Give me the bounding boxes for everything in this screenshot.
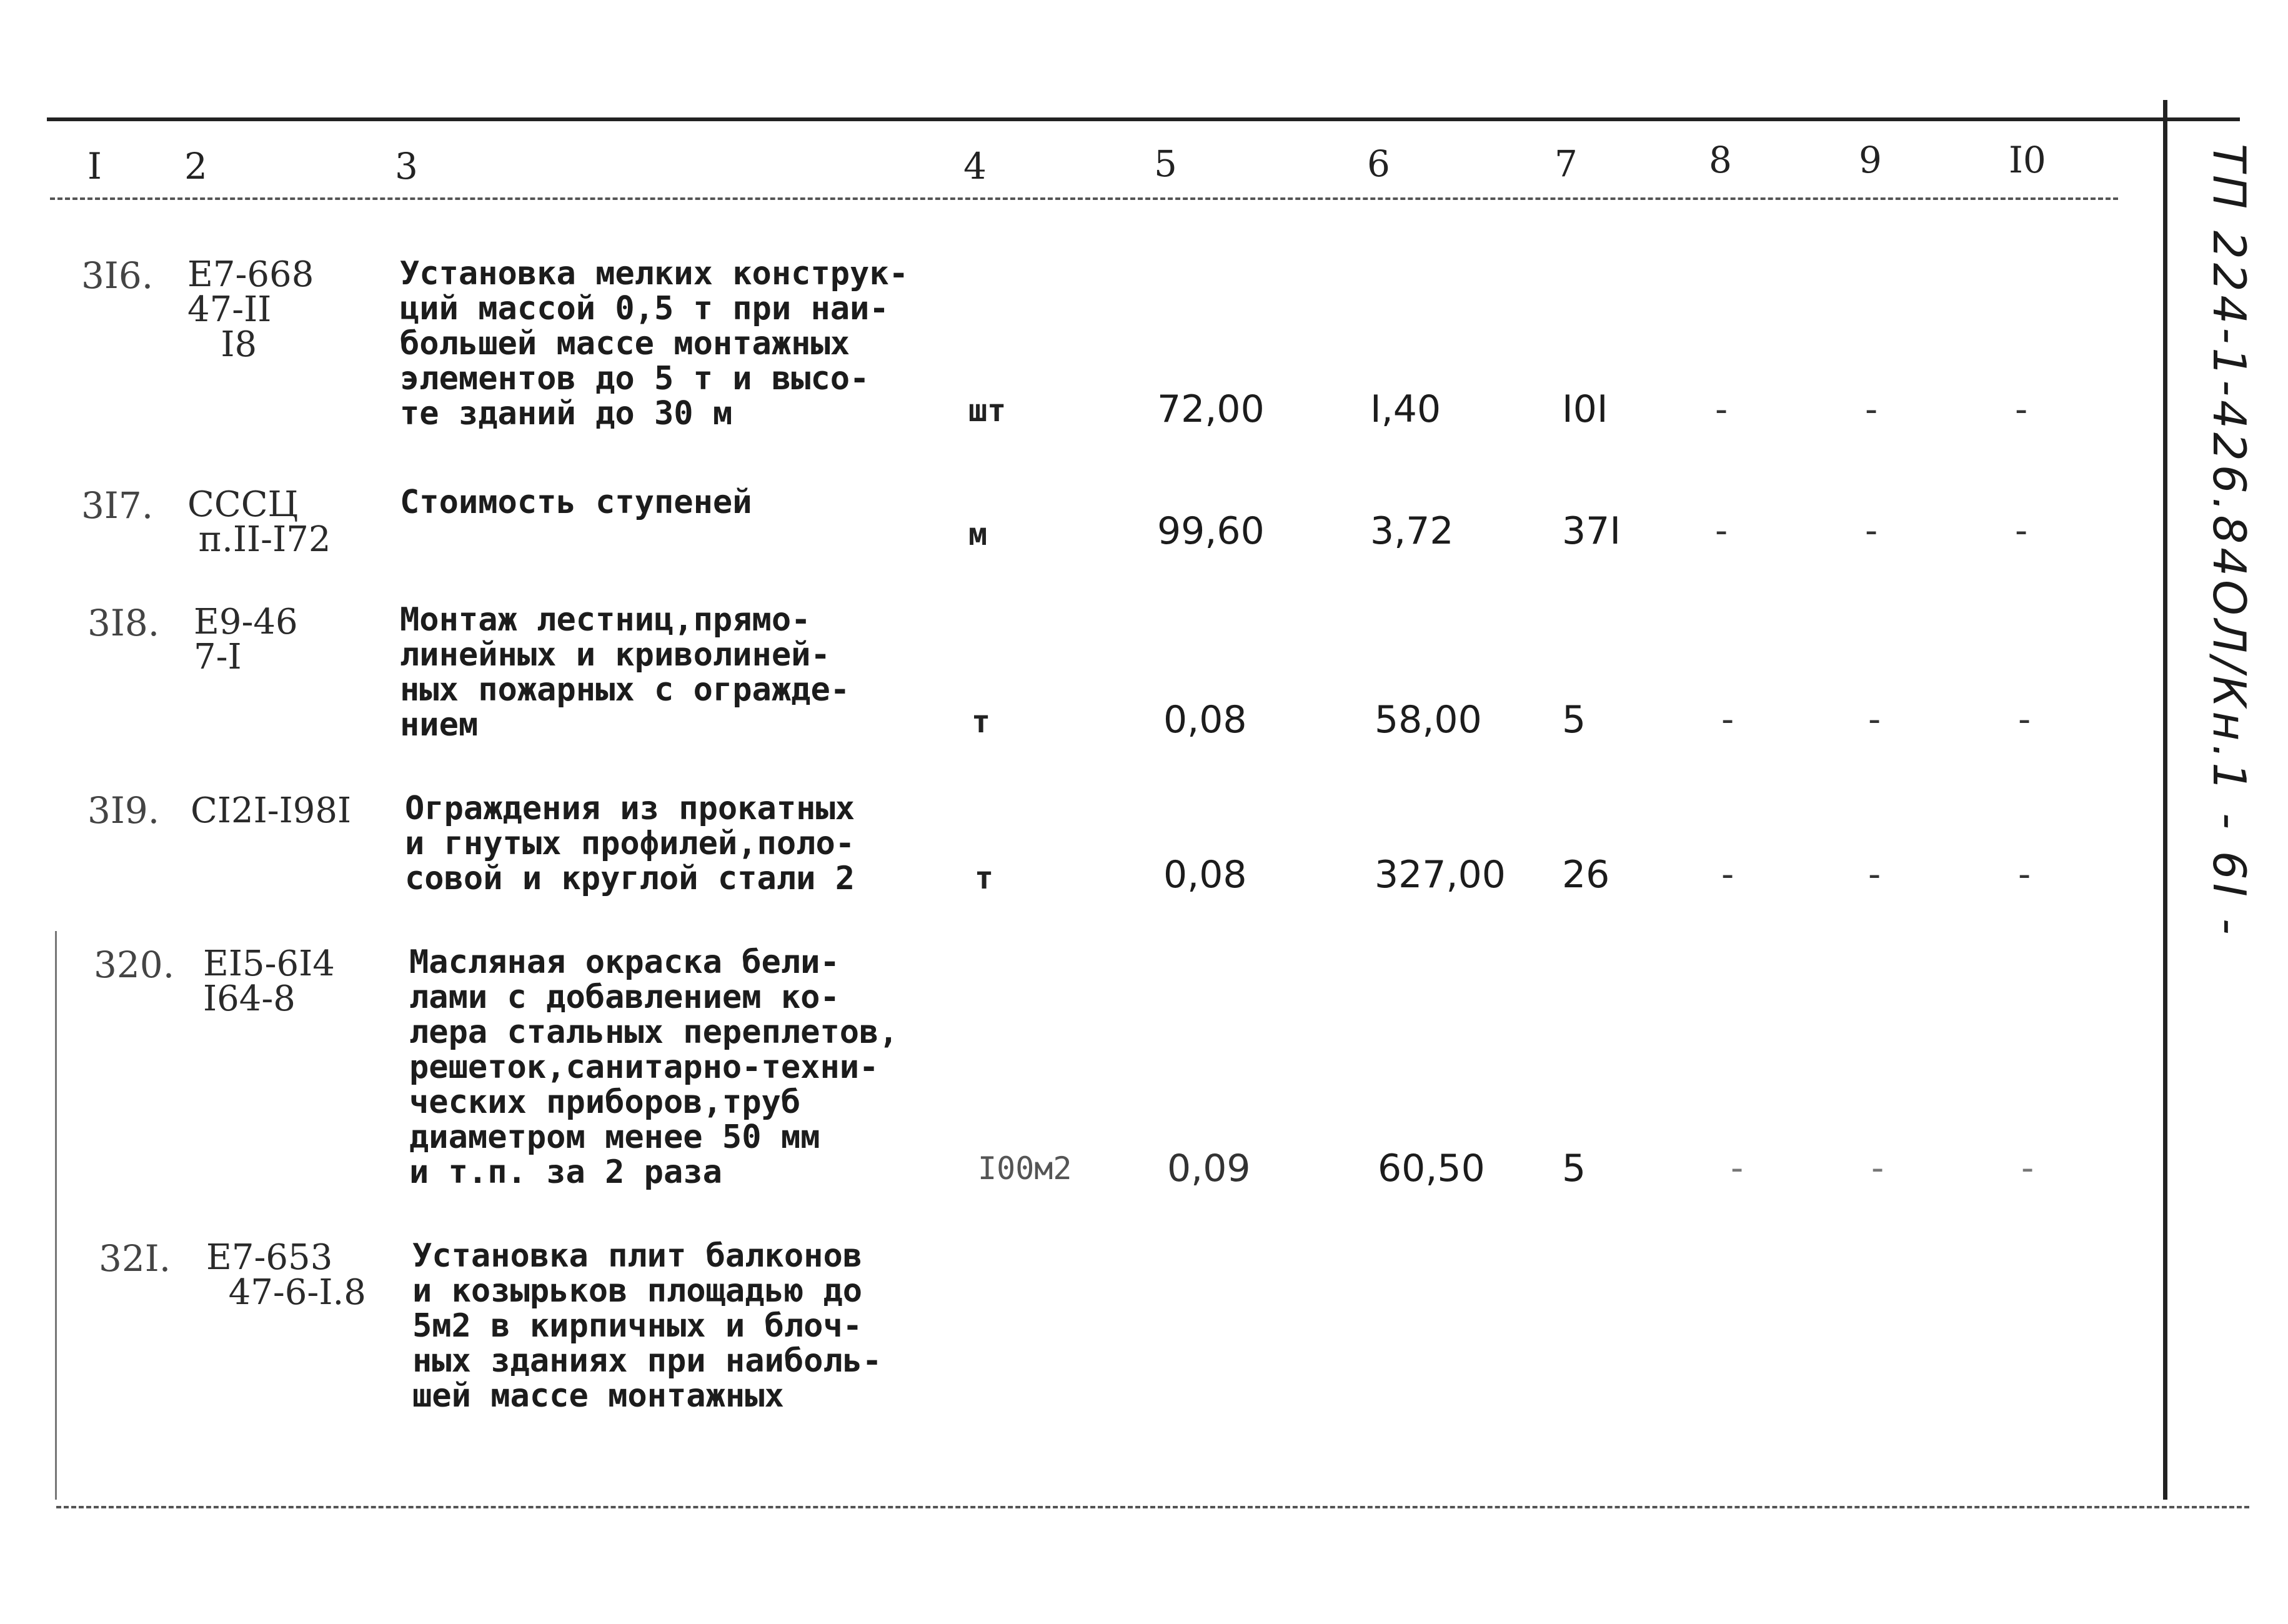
work-description: Стоимость ступеней — [400, 484, 752, 521]
header-col-5: 5 — [1154, 142, 1177, 185]
unit-cost: 60,50 — [1378, 1147, 1485, 1190]
right-border-rule — [2163, 100, 2167, 1500]
left-border-rule — [55, 931, 57, 1500]
norm-code: ЕI5-6I4 I64-8 — [203, 944, 335, 1019]
total-cost: 26 — [1562, 853, 1610, 897]
total-cost: I0I — [1562, 387, 1608, 431]
total-cost: 5 — [1562, 698, 1586, 742]
norm-code: Е7-668 47-II I8 — [187, 254, 314, 365]
work-description: Установка мелких конструк- ций массой 0,5 т при наи- большей массе монтажных элементов до 5 т и высо- те зданий до 30 м — [400, 255, 908, 432]
norm-code: СССЦ п.II-I72 — [187, 484, 331, 560]
col-10-value: - — [2015, 389, 2028, 430]
col-10-value: - — [2015, 511, 2028, 551]
unit: I00м2 — [978, 1150, 1072, 1187]
norm-code: Е9-46 7-I — [194, 602, 298, 677]
row-number: 3I7. — [81, 484, 154, 527]
norm-code: СI2I-I98I — [191, 790, 352, 831]
quantity: 99,60 — [1157, 509, 1265, 553]
col-8-value: - — [1731, 1148, 1744, 1188]
row-number: 320. — [94, 944, 175, 986]
col-9-value: - — [1868, 699, 1881, 740]
col-8-value: - — [1721, 699, 1734, 740]
work-description: Монтаж лестниц,прямо- линейных и криволиней- ных пожарных с огражде- нием — [400, 601, 850, 744]
row-number: 3I9. — [87, 789, 160, 832]
col-10-value: - — [2018, 699, 2031, 740]
header-col-9: 9 — [1859, 139, 1882, 181]
header-col-10: I0 — [2009, 139, 2046, 181]
col-9-value: - — [1871, 1148, 1884, 1188]
row-number: 3I8. — [87, 602, 160, 644]
total-cost: 37I — [1562, 509, 1621, 553]
col-10-value: - — [2018, 854, 2031, 895]
header-separator — [50, 197, 2118, 200]
unit-cost: I,40 — [1370, 387, 1441, 431]
header-col-2: 2 — [184, 145, 207, 187]
col-8-value: - — [1721, 854, 1734, 895]
col-10-value: - — [2021, 1148, 2034, 1188]
quantity: 0,08 — [1163, 698, 1247, 742]
row-number: 32I. — [99, 1237, 171, 1280]
header-col-3: 3 — [395, 145, 418, 187]
col-8-value: - — [1715, 389, 1728, 430]
unit-cost: 327,00 — [1375, 853, 1506, 897]
quantity: 72,00 — [1157, 387, 1265, 431]
work-description: Ограждения из прокатных и гнутых профилей,поло- совой и круглой стали 2 — [405, 790, 855, 897]
col-9-value: - — [1865, 389, 1878, 430]
bottom-rule — [56, 1506, 2249, 1508]
unit: шт — [968, 392, 1007, 429]
top-rule — [47, 117, 2240, 121]
work-description: Установка плит балконов и козырьков площадью до 5м2 в кирпичных и блоч- ных зданиях при наиболь- шей массе монтажных — [412, 1237, 882, 1415]
unit: т — [975, 860, 994, 896]
header-col-4: 4 — [963, 145, 987, 187]
header-col-7: 7 — [1554, 142, 1578, 185]
unit: т — [972, 704, 991, 740]
quantity: 0,09 — [1167, 1147, 1251, 1190]
col-9-value: - — [1865, 511, 1878, 551]
quantity: 0,08 — [1163, 853, 1247, 897]
unit-cost: 58,00 — [1375, 698, 1482, 742]
unit: м — [968, 516, 988, 552]
col-8-value: - — [1715, 511, 1728, 551]
document-stamp: ТП 224-1-426.84ОЛ/Кн.1 - 6I - — [2203, 144, 2256, 939]
work-description: Масляная окраска бели- лами с добавлением ко- лера стальных переплетов, решеток,санитарно-техни- ческих приборов,труб диаметром менее 50 мм и т.п. за 2 раза — [409, 944, 898, 1191]
header-col-6: 6 — [1367, 142, 1390, 185]
header-col-8: 8 — [1709, 139, 1732, 181]
unit-cost: 3,72 — [1370, 509, 1454, 553]
row-number: 3I6. — [81, 254, 154, 297]
header-col-1: I — [87, 145, 102, 187]
col-9-value: - — [1868, 854, 1881, 895]
total-cost: 5 — [1562, 1147, 1586, 1190]
norm-code: Е7-653 47-6-I.8 — [206, 1237, 366, 1313]
